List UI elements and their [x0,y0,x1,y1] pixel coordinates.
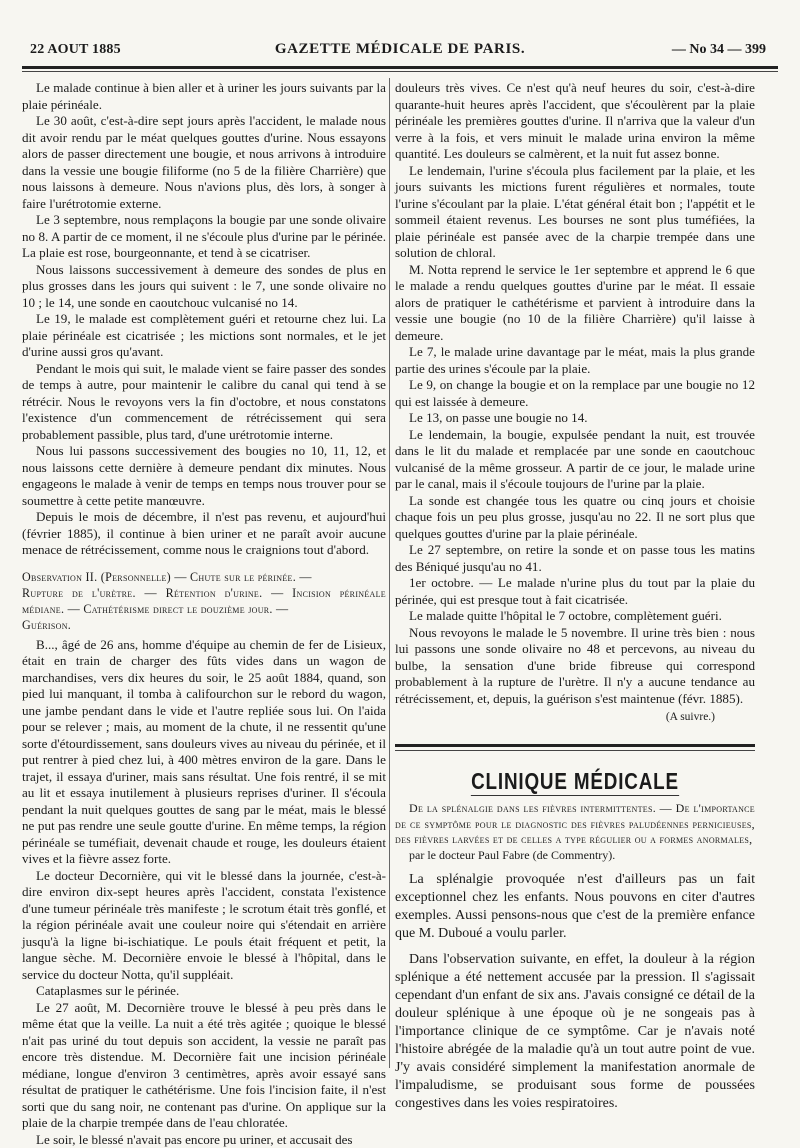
paragraph: Le 13, on passe une bougie no 14. [395,410,755,427]
header-rule [22,66,778,69]
paragraph: Le 9, on change la bougie et on la remplace par une bougie no 12 qui est laissée à demeure. [395,377,755,410]
issue-page-number: — No 34 — 399 [672,42,766,58]
article-author: par le docteur Paul Fabre (de Commentry). [395,848,755,864]
paragraph: Nous revoyons le malade le 5 novembre. Il urine très bien : nous lui passons une sonde olivaire no 48 et percevons, au niveau du bulbe, la sensation d'une bride fibreuse qui correspond probablement à la rupture de l'urètre. Il n'y a aucune tendance au rétrécissement, et, depuis, la guérison s'est maintenue (févr. 1885). [395,625,755,708]
paragraph: Le soir, le blessé n'avait pas encore pu uriner, et accusait des [22,1132,386,1148]
paragraph: Le lendemain, la bougie, expulsée pendant la nuit, est trouvée dans le lit du malade et remplacée par une sonde en caoutchouc vulcanisé de la même grosseur. A partir de ce jour, le malade urine par le canal, mais il s'écoule toujours de l'urine par la plaie. [395,427,755,493]
paragraph: B..., âgé de 26 ans, homme d'équipe au chemin de fer de Lisieux, était en train de charger des fûts vides dans un wagon de marchandises, vers dix heures du soir, le 25 août 1884, quand, son pied lui manquant, il tomba à califourchon sur le rebord du wagon, une jambe pendant dans le vide et l'autre repliée sous lui. On l'aida pour se relever ; mais, au moment de la chute, il ne ressentit qu'une sorte d'étourdissement, sans douleurs vives au niveau du périnée, et il put rentrer à pied chez lui, à 400 mètres environ de la gare. Dans le trajet, il essaya d'uriner, mais sans résultat. Une fois rentré, il se mit au lit et essaya inutilement à plusieurs reprises d'uriner. Il s'écoula pendant la nuit quelques gouttes de sang par le méat, mais le blessé ne put pas rendre une seule goutte d'urine. En même temps, la région périnéale se tuméfiait, devenait chaude et rouge, les douleurs étaient vives et la fièvre assez forte. [22,637,386,868]
paragraph: Dans l'observation suivante, en effet, la douleur à la région splénique a été nettement accusée par la pression. Il s'agissait cependant d'un enfant de six ans. J'avais consigné ce détail de la douleur splénique à une époque où je ne songeais pas à l'importance clinique de ce symptôme. Car je n'avais noté l'histoire abrégée de la maladie qu'à un tout autre point de vue. J'y avais considéré simplement la manifestation anormale de l'impaludisme, se produisant sous forme de poussées congestives dans les voies respiratoires. [395,951,755,1113]
journal-title: GAZETTE MÉDICALE DE PARIS. [22,41,778,58]
paragraph: La sonde est changée tous les quatre ou cinq jours et choisie chaque fois un peu plus grosse, jusqu'au no 22. Il ne sort plus que quelques gouttes d'urine par la plaie périnéale. [395,493,755,543]
article-heading: De la splénalgie dans les fièvres intermittentes. — De l'importance de ce symptôme pour le diagnostic des fièvres paludéennes pernicieuses, des fièvres larvées et de celles a type régulier ou a formes anormales, [395,801,755,848]
paragraph: Le malade continue à bien aller et à uriner les jours suivants par la plaie périnéale. [22,80,386,113]
paragraph: Le 27 août, M. Decornière trouve le blessé à peu près dans le même état que la veille. La nuit a été très agitée ; quoique le blessé n'ait pas uriné du tout depuis son accident, la vessie ne paraît pas encore très distendue. M. Decornière fait une incision périnéale médiane, longue d'environ 3 centimètres, après avoir essayé sans résultat de pratiquer le cathétérisme. Une fois l'incision faite, il n'est sorti que du sang noir, ne contenant pas d'urine. On applique sur la plaie de la charpie trempée dans de l'eau chloratée. [22,1000,386,1132]
paragraph: Depuis le mois de décembre, il n'est pas revenu, et aujourd'hui (février 1885), il continue à bien uriner et ne paraît avoir aucune menace de rétrécissement, comme nous le craignions tout d'abord. [22,509,386,559]
header-rule-thin [22,71,778,72]
observation-heading-line: Rupture de l'urètre. — Rétention d'urine. — Incision périnéale médiane. — Cathétérisme direct le douzième jour. — [22,585,386,617]
section-title [427,773,722,790]
page-header [22,38,778,60]
paragraph: Le 3 septembre, nous remplaçons la bougie par une sonde olivaire no 8. A partir de ce moment, il ne s'écoule plus d'urine par le périnée. La plaie est rose, bourgeonnante, et tend à se cicatriser. [22,212,386,262]
paragraph: Le lendemain, l'urine s'écoula plus facilement par la plaie, et les jours suivants les mictions furent régulières et normales, toute l'urine s'écoulant par la plaie. L'état général était bon ; l'appétit et le sommeil étaient revenus. Les bourses ne sont plus tuméfiées, la plaie périnéale est pansée avec de la charpie trempée dans une solution de chloral. [395,163,755,262]
observation-heading-line: Guérison. [22,617,386,633]
paragraph: Le 7, le malade urine davantage par le méat, mais la plus grande partie des urines s'écoule par la plaie. [395,344,755,377]
right-column [395,80,755,1113]
section-title-text: CLINIQUE MÉDICALE [471,768,679,796]
paragraph: 1er octobre. — Le malade n'urine plus du tout par la plaie du périnée, qui est presque tout à fait cicatrisée. [395,575,755,608]
paragraph: Cataplasmes sur le périnée. [22,983,386,1000]
paragraph: Le 30 août, c'est-à-dire sept jours après l'accident, le malade nous dit avoir rendu par le méat quelques gouttes d'urine. Nous essayons alors de passer directement une bougie, et nous arrivons à introduire dans la vessie une bougie filiforme (no 5 de la filière Charrière) que nous laissons à demeure. Nous n'avions plus, dès lors, à songer à faire l'urétrotomie externe. [22,113,386,212]
column-divider [389,78,390,1068]
to-be-continued: (A suivre.) [395,709,755,726]
observation-heading [22,569,386,633]
paragraph: Nous laissons successivement à demeure des sondes de plus en plus grosses dans les jours qui suivent : le 7, une sonde olivaire no 10 ; le 14, une sonde en caoutchouc vulcanisé no 14. [22,262,386,312]
paragraph: Le 27 septembre, on retire la sonde et on passe tous les matins des Béniqué jusqu'au no 41. [395,542,755,575]
paragraph: douleurs très vives. Ce n'est qu'à neuf heures du soir, c'est-à-dire quarante-huit heures après l'accident, que s'écoulèrent par la plaie périnéale les premières gouttes d'urine. Il n'arriva que la valeur d'un verre à la fois, et vers minuit le malade urina environ la même quantité. Les douleurs se calmèrent, et la nuit fut assez bonne. [395,80,755,163]
paragraph: Le malade quitte l'hôpital le 7 octobre, complètement guéri. [395,608,755,625]
left-column [22,80,386,1148]
article-body [395,871,755,1113]
paragraph: Nous lui passons successivement des bougies no 10, 11, 12, et nous laissons cette dernière à demeure pendant dix minutes. Nous engageons le malade à venir de temps en temps nous trouver pour se soumettre à cette petite manœuvre. [22,443,386,509]
paragraph: Le 19, le malade est complètement guéri et retourne chez lui. La plaie périnéale est cicatrisée ; les mictions sont normales, et le jet d'urine aussi gros qu'avant. [22,311,386,361]
observation-heading-line: Observation II. (Personnelle) — Chute sur le périnée. — [22,569,386,585]
section-rule [395,744,755,747]
paragraph: Pendant le mois qui suit, le malade vient se faire passer des sondes de temps à autre, pour maintenir le calibre du canal qui tend à se rétrécir. Nous le revoyons vers la fin d'octobre, et nous constatons l'existence d'un commencement de rétrécissement qui sera probablement passible, plus tard, d'une urétrotomie interne. [22,361,386,444]
paragraph: Le docteur Decornière, qui vit le blessé dans la journée, c'est-à-dire environ dix-sept heures après l'accident, constata l'existence d'une tumeur périnéale très manifeste ; le scrotum était très gonflé, et la région périnéale avait une couleur noire qui s'étendait en arrière jusqu'à la ligne bi-ischiatique. Le pouls était fréquent et petit, la langue sèche. M. Decornière envoie le blessé à l'hôpital, dans le service du docteur Notta, qu'il suppléait. [22,868,386,984]
section-rule-thin [395,750,755,751]
paragraph: M. Notta reprend le service le 1er septembre et apprend le 6 que le malade a rendu quelques gouttes d'urine par le méat. Il essaie alors de pratiquer le cathétérisme et parvient à introduire dans la vessie une bougie (no 10 de la filière Charrière) qu'il laisse à demeure. [395,262,755,345]
paragraph: La splénalgie provoquée n'est d'ailleurs pas un fait exceptionnel chez les enfants. Nous pouvons en citer d'autres exemples. Aussi pensons-nous que c'est de la première enfance que M. Duboué a voulu parler. [395,871,755,943]
issue-date: 22 AOUT 1885 [30,42,121,58]
